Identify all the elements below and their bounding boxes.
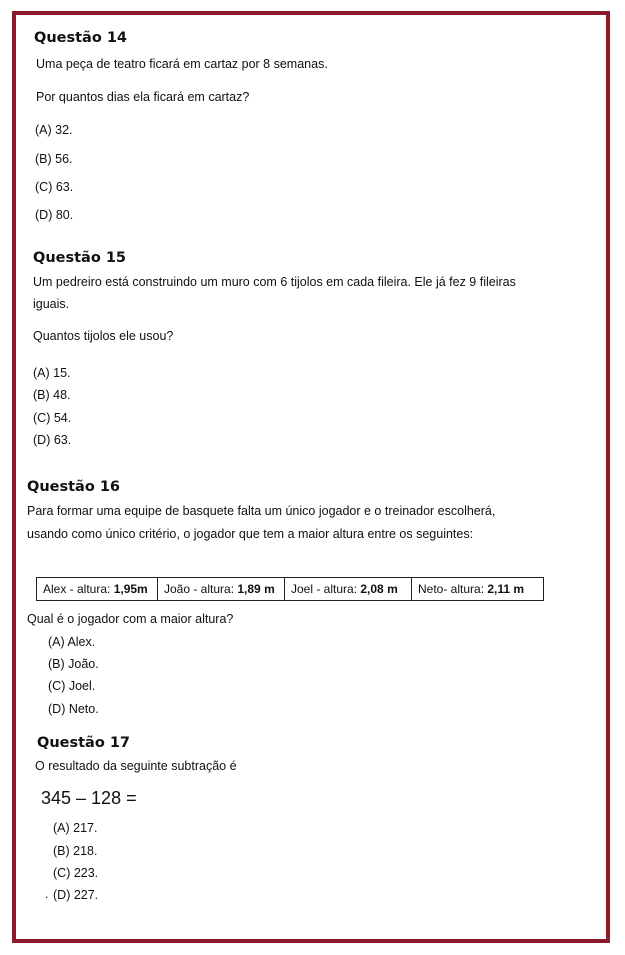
heights-table-row [37, 578, 544, 601]
heights-cell-label: Neto- altura: [418, 582, 488, 596]
question-14-option-a[interactable]: (A) 32. [35, 123, 73, 137]
heights-cell-alex [37, 578, 158, 601]
heights-cell-label: Alex - altura: [43, 582, 114, 596]
question-17-prompt: O resultado da seguinte subtração é [35, 759, 237, 773]
question-17-option-d[interactable]: (D) 227. [53, 888, 99, 902]
stray-mark: . [45, 887, 49, 901]
heights-cell-value: 2,11 m [487, 582, 525, 596]
question-17-option-c[interactable]: (C) 223. [53, 866, 99, 880]
question-15-statement-line1: Um pedreiro está construindo um muro com 6 tijolos em cada fileira. Ele já fez 9 fileiras [33, 275, 516, 289]
question-14-option-c[interactable]: (C) 63. [35, 180, 74, 194]
question-16-prompt: Qual é o jogador com a maior altura? [27, 612, 234, 626]
question-15-option-a[interactable]: (A) 15. [33, 366, 71, 380]
question-16-statement-line2: usando como único critério, o jogador que tem a maior altura entre os seguintes: [27, 527, 474, 541]
question-16-option-a[interactable]: (A) Alex. [48, 635, 96, 649]
question-14-prompt: Por quantos dias ela ficará em cartaz? [36, 90, 250, 104]
heights-cell-label: Joel - altura: [291, 582, 361, 596]
heights-table [36, 577, 544, 601]
question-17-expression: 345 – 128 = [41, 788, 137, 808]
question-17-option-a[interactable]: (A) 217. [53, 821, 98, 835]
question-14-option-b[interactable]: (B) 56. [35, 152, 73, 166]
question-15-statement-line2: iguais. [33, 297, 70, 311]
heights-cell-value: 1,95m [113, 582, 148, 596]
question-14-option-d[interactable]: (D) 80. [35, 208, 74, 222]
question-16-option-c[interactable]: (C) Joel. [48, 679, 96, 693]
question-15-prompt: Quantos tijolos ele usou? [33, 329, 174, 343]
question-16-title: Questão 16 [27, 479, 121, 495]
question-15-option-c[interactable]: (C) 54. [33, 411, 72, 425]
heights-cell-label: João - altura: [164, 582, 238, 596]
question-17-option-b[interactable]: (B) 218. [53, 844, 98, 858]
heights-cell-neto [412, 578, 544, 601]
question-15-option-d[interactable]: (D) 63. [33, 433, 72, 447]
question-16-statement-line1: Para formar uma equipe de basquete falta um único jogador e o treinador escolherá, [27, 504, 496, 518]
question-16-option-b[interactable]: (B) João. [48, 657, 99, 671]
heights-cell-joel [285, 578, 412, 601]
heights-cell-joao [158, 578, 285, 601]
question-15-title: Questão 15 [33, 250, 127, 266]
question-17-title: Questão 17 [37, 735, 131, 751]
heights-cell-value: 2,08 m [360, 582, 398, 596]
question-16-option-d[interactable]: (D) Neto. [48, 702, 99, 716]
heights-cell-value: 1,89 m [237, 582, 275, 596]
question-14-title: Questão 14 [34, 30, 128, 46]
question-15-option-b[interactable]: (B) 48. [33, 388, 71, 402]
question-14-statement: Uma peça de teatro ficará em cartaz por 8 semanas. [36, 57, 328, 71]
